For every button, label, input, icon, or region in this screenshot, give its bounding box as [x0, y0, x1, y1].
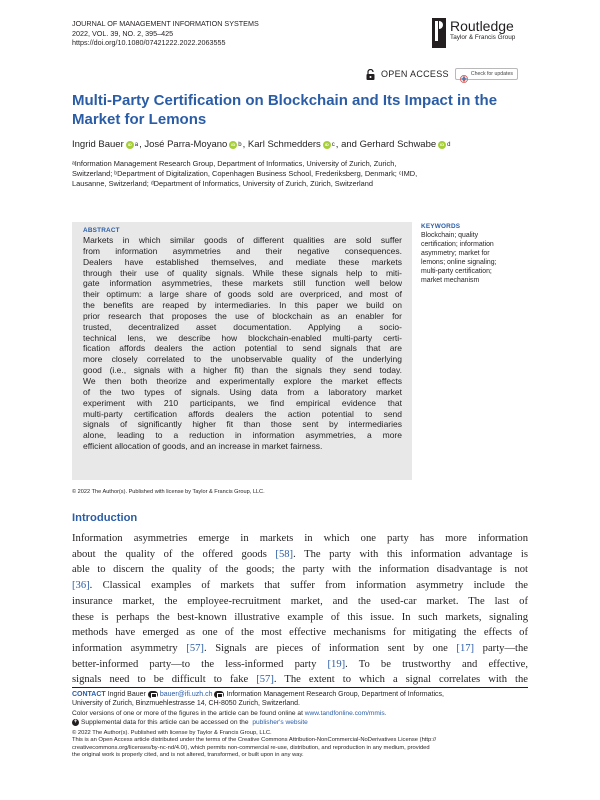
citation-link[interactable]: [19]: [327, 658, 346, 670]
orcid-icon[interactable]: [126, 141, 134, 149]
footer-divider: [72, 687, 528, 688]
affiliation-line: Switzerland; ᵇDepartment of Digitalization, Copenhagen Business School, Frederiksberg, Denmark; ᶜIMD,: [72, 168, 418, 178]
abstract-body: [83, 235, 402, 452]
author-separator: , and: [335, 139, 360, 150]
color-note-text: Color versions of one or more of the figures in the article can be found online at: [72, 710, 305, 717]
keyword-line: Blockchain; quality: [421, 232, 479, 239]
abstract-line: of the two types of signals. Using data from a laboratory market: [83, 386, 402, 397]
introduction-text: . Signals are pieces of information sent by one: [203, 642, 457, 654]
introduction-line: [72, 610, 528, 626]
open-lock-icon: [366, 69, 375, 80]
license-line: the original work is properly cited, and is not altered, transformed, or built upon in any way.: [72, 751, 304, 758]
email-icon: [148, 691, 158, 698]
introduction-line: [72, 657, 528, 673]
abstract-heading: ABSTRACT: [83, 227, 120, 234]
abstract-line: gate information asymmetries, these markets still function well below: [83, 278, 402, 289]
introduction-text: better-informed party—to the less-informed party: [72, 658, 328, 670]
introduction-text: insurance market, the employee-recruitment market, and the used-car market. The last of: [72, 595, 528, 607]
keywords-box: [421, 222, 531, 285]
check-for-updates-button[interactable]: [455, 68, 518, 80]
keyword-line: asymmetry; market for: [421, 250, 490, 257]
abstract-line: trusted, decentralized asset documentation. Applying a socio-: [83, 321, 402, 332]
crossmark-icon: [460, 70, 468, 78]
abstract-line: multi-party certification affords dealers the action potential to send: [83, 408, 402, 419]
journal-name: JOURNAL OF MANAGEMENT INFORMATION SYSTEMS: [72, 19, 259, 28]
introduction-line: [72, 594, 528, 610]
keywords-body: [421, 231, 531, 285]
abstract-line: the benefits are reaped by intermediaries. In this paper we build on: [83, 300, 402, 311]
introduction-line: [72, 625, 528, 641]
journal-doi[interactable]: https://doi.org/10.1080/07421222.2022.2063555: [72, 38, 226, 48]
citation-link[interactable]: [57]: [256, 674, 274, 686]
introduction-text: signals need to be difficult to fake: [72, 674, 257, 686]
section-heading-introduction: Introduction: [72, 512, 138, 524]
supplemental-link[interactable]: publisher's website: [252, 718, 308, 726]
abstract-line: efficient allocation of goods, and an increase in market fairness.: [83, 441, 323, 452]
orcid-icon[interactable]: [323, 141, 331, 149]
publisher-name: Routledge: [450, 18, 514, 34]
author-name: Gerhard Schwabe: [359, 139, 437, 150]
abstract-line: signals of significantly higher fit than those sent by intermediaries: [83, 419, 402, 430]
introduction-line: [72, 672, 528, 688]
introduction-text: . To be trustworthy and effective,: [345, 658, 528, 670]
contact-address-2: University of Zurich, Binzmuehlestrasse 14, CH-8050 Zurich, Switzerland.: [72, 700, 300, 707]
color-note: [72, 710, 532, 719]
keywords-heading: KEYWORDS: [421, 223, 461, 230]
journal-info: [72, 19, 259, 48]
abstract-line: from information asymmetries and their negative consequences.: [83, 245, 402, 256]
license-line: This is an Open Access article distributed under the terms of the Creative Commons Attribution-NonCommercial-NoDerivatives License (http://: [72, 737, 437, 744]
keyword-line: multi-party certification;: [421, 268, 492, 275]
keyword-line: market mechanism: [421, 277, 480, 284]
introduction-line: [72, 531, 528, 547]
article-history: © 2022 The Author(s). Published with license by Taylor & Francis Group, LLC.: [72, 489, 265, 495]
footer: [72, 690, 532, 759]
contact-line: [72, 690, 532, 699]
citation-link[interactable]: [58]: [275, 548, 294, 560]
citation-link[interactable]: [17]: [456, 642, 475, 654]
contact-name: Ingrid Bauer: [107, 691, 146, 698]
access-row: [366, 68, 518, 80]
abstract-line: prior research that proposes the use of blockchain as an enabler for: [83, 310, 402, 321]
abstract-line: experiment with 210 participants, we find empirical evidence that: [83, 397, 402, 408]
author-name: José Parra-Moyano: [144, 139, 228, 150]
copyright-line: © 2022 The Author(s). Published with license by Taylor & Francis Group, LLC.: [72, 730, 272, 737]
keyword-line: lemons; online signaling;: [421, 259, 497, 266]
affiliations: [72, 159, 542, 188]
orcid-icon[interactable]: [229, 141, 237, 149]
abstract-line: Markets in which similar goods of different qualities are sold suffer: [83, 235, 402, 245]
introduction-text: party—the: [474, 642, 528, 654]
author-separator: ,: [242, 139, 248, 150]
abstract-line: good (i.e., signals with a higher fit) than the signals they send today.: [83, 365, 402, 376]
contact-email-link[interactable]: bauer@ifi.uzh.ch: [159, 691, 213, 698]
routledge-logo-icon: [432, 18, 446, 48]
open-access-label: OPEN ACCESS: [381, 69, 449, 79]
introduction-text: . The extent to which a signal correlates with the: [273, 674, 528, 686]
abstract-line: their optimum: a large share of goods sold are overpriced, and most of: [83, 289, 402, 300]
introduction-text: Information asymmetries emerge in markets in which one party has more information: [72, 533, 528, 544]
introduction-text: methods have emerged as one of the most effective mechanisms for mitigating the effects of: [72, 627, 528, 639]
supplemental-text: Supplemental data for this article can be accessed on the: [81, 718, 251, 726]
journal-volume: 2022, VOL. 39, NO. 2, 395–425: [72, 28, 174, 38]
orcid-icon[interactable]: [438, 141, 446, 149]
address-icon: [214, 691, 224, 698]
citation-link[interactable]: [36]: [72, 580, 90, 592]
abstract-line: technical lens, we describe how blockchain-enabled multi-party certi-: [83, 332, 402, 343]
contact-label: CONTACT: [72, 691, 106, 698]
abstract-line: We then both theorize and experimentally explore the market effects: [83, 375, 402, 386]
introduction-line: [72, 641, 528, 657]
citation-link[interactable]: [57]: [186, 642, 204, 654]
abstract-line: alone, leading to a reduction in information asymmetries, a more: [83, 430, 402, 441]
introduction-text: these is perhaps the best-known illustrative example of this issue. In such markets, signaling: [72, 611, 528, 623]
introduction-text: information asymmetry: [72, 642, 187, 654]
keyword-line: certification; information: [421, 241, 494, 248]
abstract-line: more closely correlated to the unobservable quality of the underlying: [83, 354, 402, 365]
affiliation-line: Lausanne, Switzerland; ᵈDepartment of Informatics, University of Zurich, Zürich, Switzerland: [72, 178, 373, 188]
abstract-line: through their use of quality signals. While these signals help to miti-: [83, 267, 402, 278]
article-title: Multi-Party Certification on Blockchain and Its Impact in the Market for Lemons: [72, 92, 498, 128]
contact-address-1: Information Management Research Group, Department of Informatics,: [226, 691, 444, 698]
supplemental-note: [72, 719, 532, 728]
supplemental-icon: [72, 719, 79, 726]
introduction-text: . Classical examples of markets that suffer from information asymmetry include the: [89, 580, 528, 592]
author-name: Karl Schmedders: [247, 139, 321, 150]
check-for-updates-label: Check for updates: [470, 71, 513, 77]
abstract-line: Dealers have established themselves, and mediate these markets: [83, 256, 402, 267]
author-list: Ingrid Bauer iD a , José Parra-Moyano iD b , Karl Schmedders iD c , and Gerhard Schwabe iD d: [72, 139, 452, 151]
introduction-body: [72, 531, 528, 688]
abstract-line: fication affords dealers the action potential to send signals that are: [83, 343, 402, 354]
introduction-line: [72, 578, 528, 594]
author-separator: ,: [139, 139, 145, 150]
color-note-link[interactable]: www.tandfonline.com/mmis.: [304, 710, 387, 717]
introduction-text: . The party with this information advantage is: [293, 548, 528, 560]
license-line: creativecommons.org/licenses/by-nc-nd/4.0/), which permits non-commercial re-use, distribution, and reproduction in any medium, provided: [72, 744, 430, 751]
affiliation-line: ᵃInformation Management Research Group, Department of Informatics, University of Zurich, Zurich,: [72, 159, 397, 168]
publisher-logo: [432, 18, 515, 50]
introduction-line: [72, 562, 528, 578]
author-name: Ingrid Bauer: [72, 139, 124, 150]
introduction-text: about the quality of the offered goods: [72, 548, 276, 560]
publisher-group: Taylor & Francis Group: [450, 34, 516, 41]
abstract-box: [72, 222, 412, 480]
introduction-text: able to discern the quality of the goods; the party with the information disadvantage is not: [72, 564, 528, 576]
introduction-line: [72, 547, 528, 563]
